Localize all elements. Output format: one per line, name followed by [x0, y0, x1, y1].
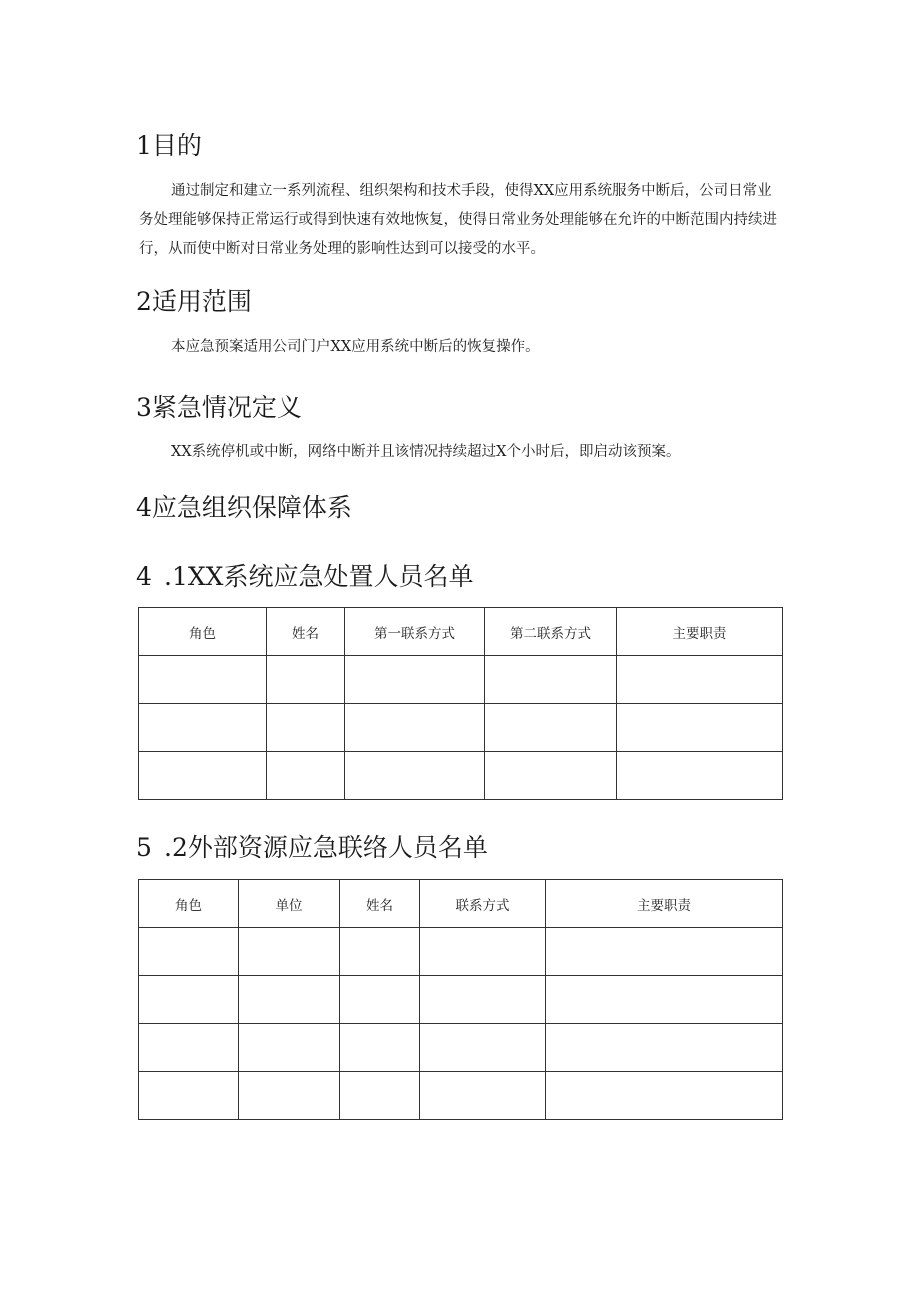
table-row [139, 704, 783, 752]
table-header-cell: 第一联系方式 [345, 608, 485, 656]
table-cell [267, 752, 345, 800]
section-1-body: 通过制定和建立一系列流程、组织架构和技术手段，使得XX应用系统服务中断后，公司日常业务处理能够保持正常运行或得到快速有效地恢复，使得日常业务处理能够在允许的中断范围内持续进行，从而使中断对日常业务处理的影响性达到可以接受的水平。 [139, 183, 777, 257]
external-contacts-table [138, 879, 783, 1120]
table-cell [267, 656, 345, 704]
table-row [139, 1024, 783, 1072]
table-cell [617, 704, 783, 752]
table-cell [239, 1072, 340, 1120]
table-cell [546, 1072, 783, 1120]
table-row [139, 928, 783, 976]
table-header-cell: 姓名 [267, 608, 345, 656]
table-cell [340, 1072, 420, 1120]
table-cell [139, 704, 267, 752]
table-header-cell: 单位 [239, 880, 340, 928]
table-cell [546, 1024, 783, 1072]
table-cell [420, 1024, 546, 1072]
table-cell [239, 928, 340, 976]
table-cell [617, 752, 783, 800]
table-header-row [139, 880, 783, 928]
section-2-title: 2适用范围 [136, 287, 252, 316]
section-2-body: 本应急预案适用公司门户XX应用系统中断后的恢复操作。 [171, 339, 540, 355]
table-header-cell: 联系方式 [420, 880, 546, 928]
table-cell [267, 704, 345, 752]
table-cell [345, 752, 485, 800]
table-cell [345, 656, 485, 704]
table-cell [345, 704, 485, 752]
table-cell [340, 1024, 420, 1072]
emergency-staff-table [138, 607, 783, 800]
table-cell [485, 752, 617, 800]
table-cell [420, 1072, 546, 1120]
table-cell [239, 1024, 340, 1072]
table-header-cell: 角色 [139, 880, 239, 928]
section-5-2-title [136, 833, 488, 863]
table-header-cell: 主要职责 [546, 880, 783, 928]
table-cell [546, 976, 783, 1024]
section-4-1-text: .1XX系统应急处置人员名单 [164, 562, 474, 591]
table-cell [340, 928, 420, 976]
table-header-row [139, 608, 783, 656]
table-cell [239, 976, 340, 1024]
section-4-1-title [136, 562, 473, 592]
table-cell [139, 1024, 239, 1072]
table-row [139, 1072, 783, 1120]
table-cell [340, 976, 420, 1024]
table-cell [139, 1072, 239, 1120]
table-header-cell: 第二联系方式 [485, 608, 617, 656]
table-cell [420, 928, 546, 976]
table-cell [420, 976, 546, 1024]
table-row [139, 656, 783, 704]
table-header-cell: 姓名 [340, 880, 420, 928]
section-3-title: 3紧急情况定义 [136, 393, 302, 422]
table-cell [485, 656, 617, 704]
table-cell [485, 704, 617, 752]
table-cell [139, 928, 239, 976]
table-cell [546, 928, 783, 976]
table-cell [139, 656, 267, 704]
section-5-2-number: 5 [136, 833, 152, 862]
table-header-cell: 主要职责 [617, 608, 783, 656]
section-4-title: 4应急组织保障体系 [136, 493, 352, 522]
table-cell [139, 976, 239, 1024]
section-1-title: 1目的 [136, 131, 202, 160]
table-row [139, 752, 783, 800]
table-header-cell: 角色 [139, 608, 267, 656]
table-cell [617, 656, 783, 704]
section-4-1-number: 4 [136, 562, 152, 591]
table-row [139, 976, 783, 1024]
table-cell [139, 752, 267, 800]
section-3-body: XX系统停机或中断，网络中断并且该情况持续超过X个小时后，即启动该预案。 [171, 444, 681, 460]
section-5-2-text: .2外部资源应急联络人员名单 [164, 833, 488, 862]
